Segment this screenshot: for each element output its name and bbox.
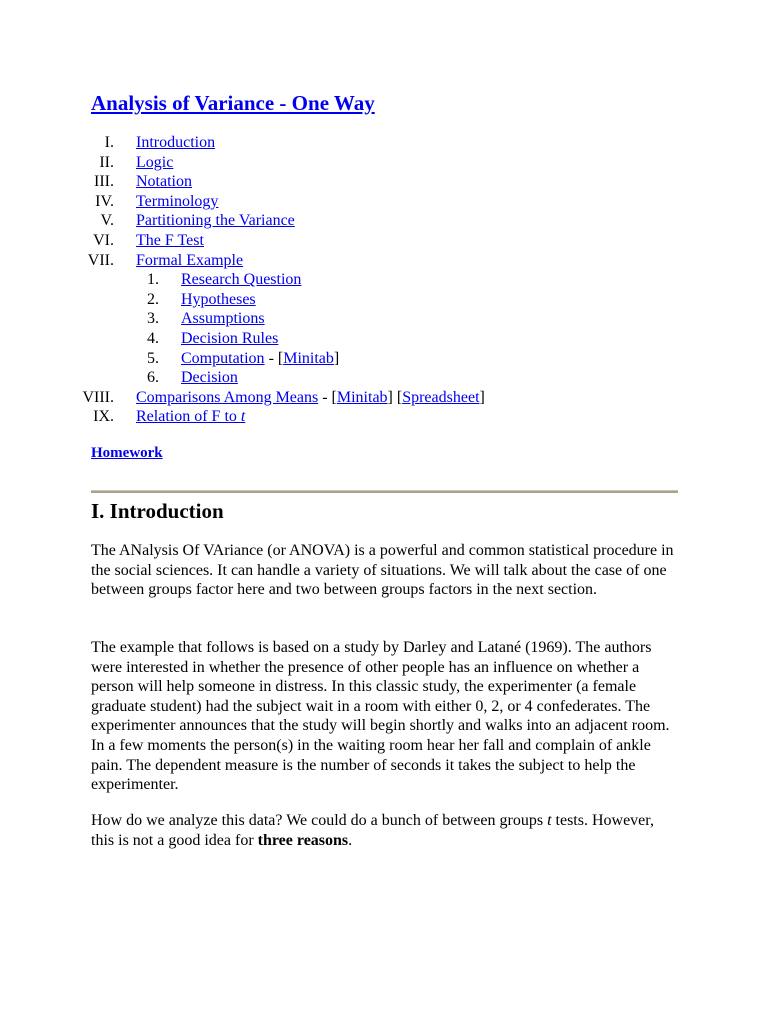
subtoc-item-decision [0, 368, 700, 388]
toc-link-introduction[interactable]: Introduction [136, 134, 216, 151]
subtoc-number: 4. [147, 329, 159, 347]
subtoc-link-assumptions[interactable]: Assumptions [181, 310, 265, 328]
toc-link-partitioning-variance[interactable]: Partitioning the Variance [136, 212, 295, 230]
toc-item-formal-example [0, 251, 700, 271]
separator: - [318, 388, 332, 406]
toc-number: VI. [93, 231, 114, 249]
intro-paragraph-2: The example that follows is based on a study by Darley and Latané (1969). The authors were interested in whether the presence of other people has an influence on whether a person will help someone in distress. In this classic study, the experimenter (a female graduate student) had the subject wait in a room with either 0, 2, or 4 confederates. The experimenter announces that the study will begin shortly and walks into an adjacent room. In a few moments the person(s) in the waiting room hear her fall and complain of ankle pain. The dependent measure is the number of seconds it takes the subject to help the experimenter. [91, 639, 670, 794]
toc-link-comparisons-among-means[interactable]: Comparisons Among Means [136, 388, 319, 406]
toc-item-terminology [0, 192, 700, 212]
subtoc-item-assumptions [0, 309, 700, 329]
toc-item-partitioning [0, 211, 700, 231]
toc-link-notation[interactable]: Notation [136, 173, 192, 191]
homework-link-wrapper[interactable] [91, 444, 163, 462]
subtoc-link-hypotheses[interactable]: Hypotheses [181, 290, 256, 308]
subtoc-item-computation: 5. Computation - [Minitab] [0, 349, 700, 369]
toc-link-relation-f-to-t[interactable]: Relation of F to t [136, 408, 246, 426]
toc-link-logic[interactable]: Logic [136, 153, 174, 171]
section-heading-introduction: I. Introduction [91, 499, 224, 523]
page-title[interactable] [91, 90, 375, 116]
subtoc-link-research-question[interactable]: Research Question [181, 271, 302, 289]
intro-paragraph-3: How do we analyze this data? We could do a bunch of between groups t tests. However, this is not a good idea for three reasons. [91, 812, 654, 849]
toc-link-terminology[interactable]: Terminology [136, 192, 219, 210]
subtoc-number: 5. [147, 349, 159, 367]
separator: - [264, 349, 278, 367]
intro-paragraph-1: The ANalysis Of VAriance (or ANOVA) is a powerful and common statistical procedure in the social sciences. It can handle a variety of situations. We will talk about the case of one between groups factor here and two between groups factors in the next section. [91, 542, 674, 599]
toc-number: IV. [95, 192, 114, 210]
toc-link-comparisons-minitab[interactable]: Minitab [336, 388, 388, 406]
toc-number: V. [100, 212, 114, 230]
toc-item-notation [0, 172, 700, 192]
subtoc-link-computation[interactable]: Computation [181, 349, 265, 367]
page-title-link[interactable]: Analysis of Variance - One Way [91, 91, 375, 115]
toc-link-comparisons-spreadsheet[interactable]: Spreadsheet [402, 388, 480, 406]
toc-number: VIII. [82, 388, 114, 406]
toc-item-relation-f-t [0, 407, 700, 427]
subtoc-item-research-question [0, 270, 700, 290]
toc-number: III. [94, 173, 114, 191]
italic-t: t [547, 812, 552, 829]
subtoc-link-decision[interactable]: Decision [181, 369, 238, 387]
toc-number: VII. [87, 251, 114, 269]
subtoc-link-decision-rules[interactable]: Decision Rules [181, 329, 279, 347]
toc-number: IX. [93, 408, 114, 426]
table-of-contents [0, 133, 700, 427]
toc-item-comparisons: VIII. Comparisons Among Means - [Minitab] [Spreadsheet] [0, 388, 700, 408]
toc-item-logic [0, 153, 700, 173]
homework-link[interactable]: Homework [91, 445, 163, 461]
section-divider [91, 490, 678, 493]
toc-item-introduction [0, 133, 700, 153]
bold-three-reasons: three reasons [257, 831, 349, 849]
toc-item-f-test [0, 231, 700, 251]
toc-link-f-test[interactable]: The F Test [136, 231, 204, 249]
subtoc-number: 6. [147, 369, 159, 387]
subtoc-number: 2. [147, 290, 159, 308]
toc-number: II. [99, 153, 114, 171]
toc-link-formal-example[interactable]: Formal Example [136, 251, 244, 269]
subtoc-number: 3. [147, 310, 159, 328]
subtoc-number: 1. [147, 271, 159, 289]
subtoc-item-hypotheses [0, 290, 700, 310]
subtoc-item-decision-rules [0, 329, 700, 349]
subtoc-link-computation-minitab[interactable]: Minitab [283, 349, 334, 367]
toc-number: I. [104, 134, 114, 151]
